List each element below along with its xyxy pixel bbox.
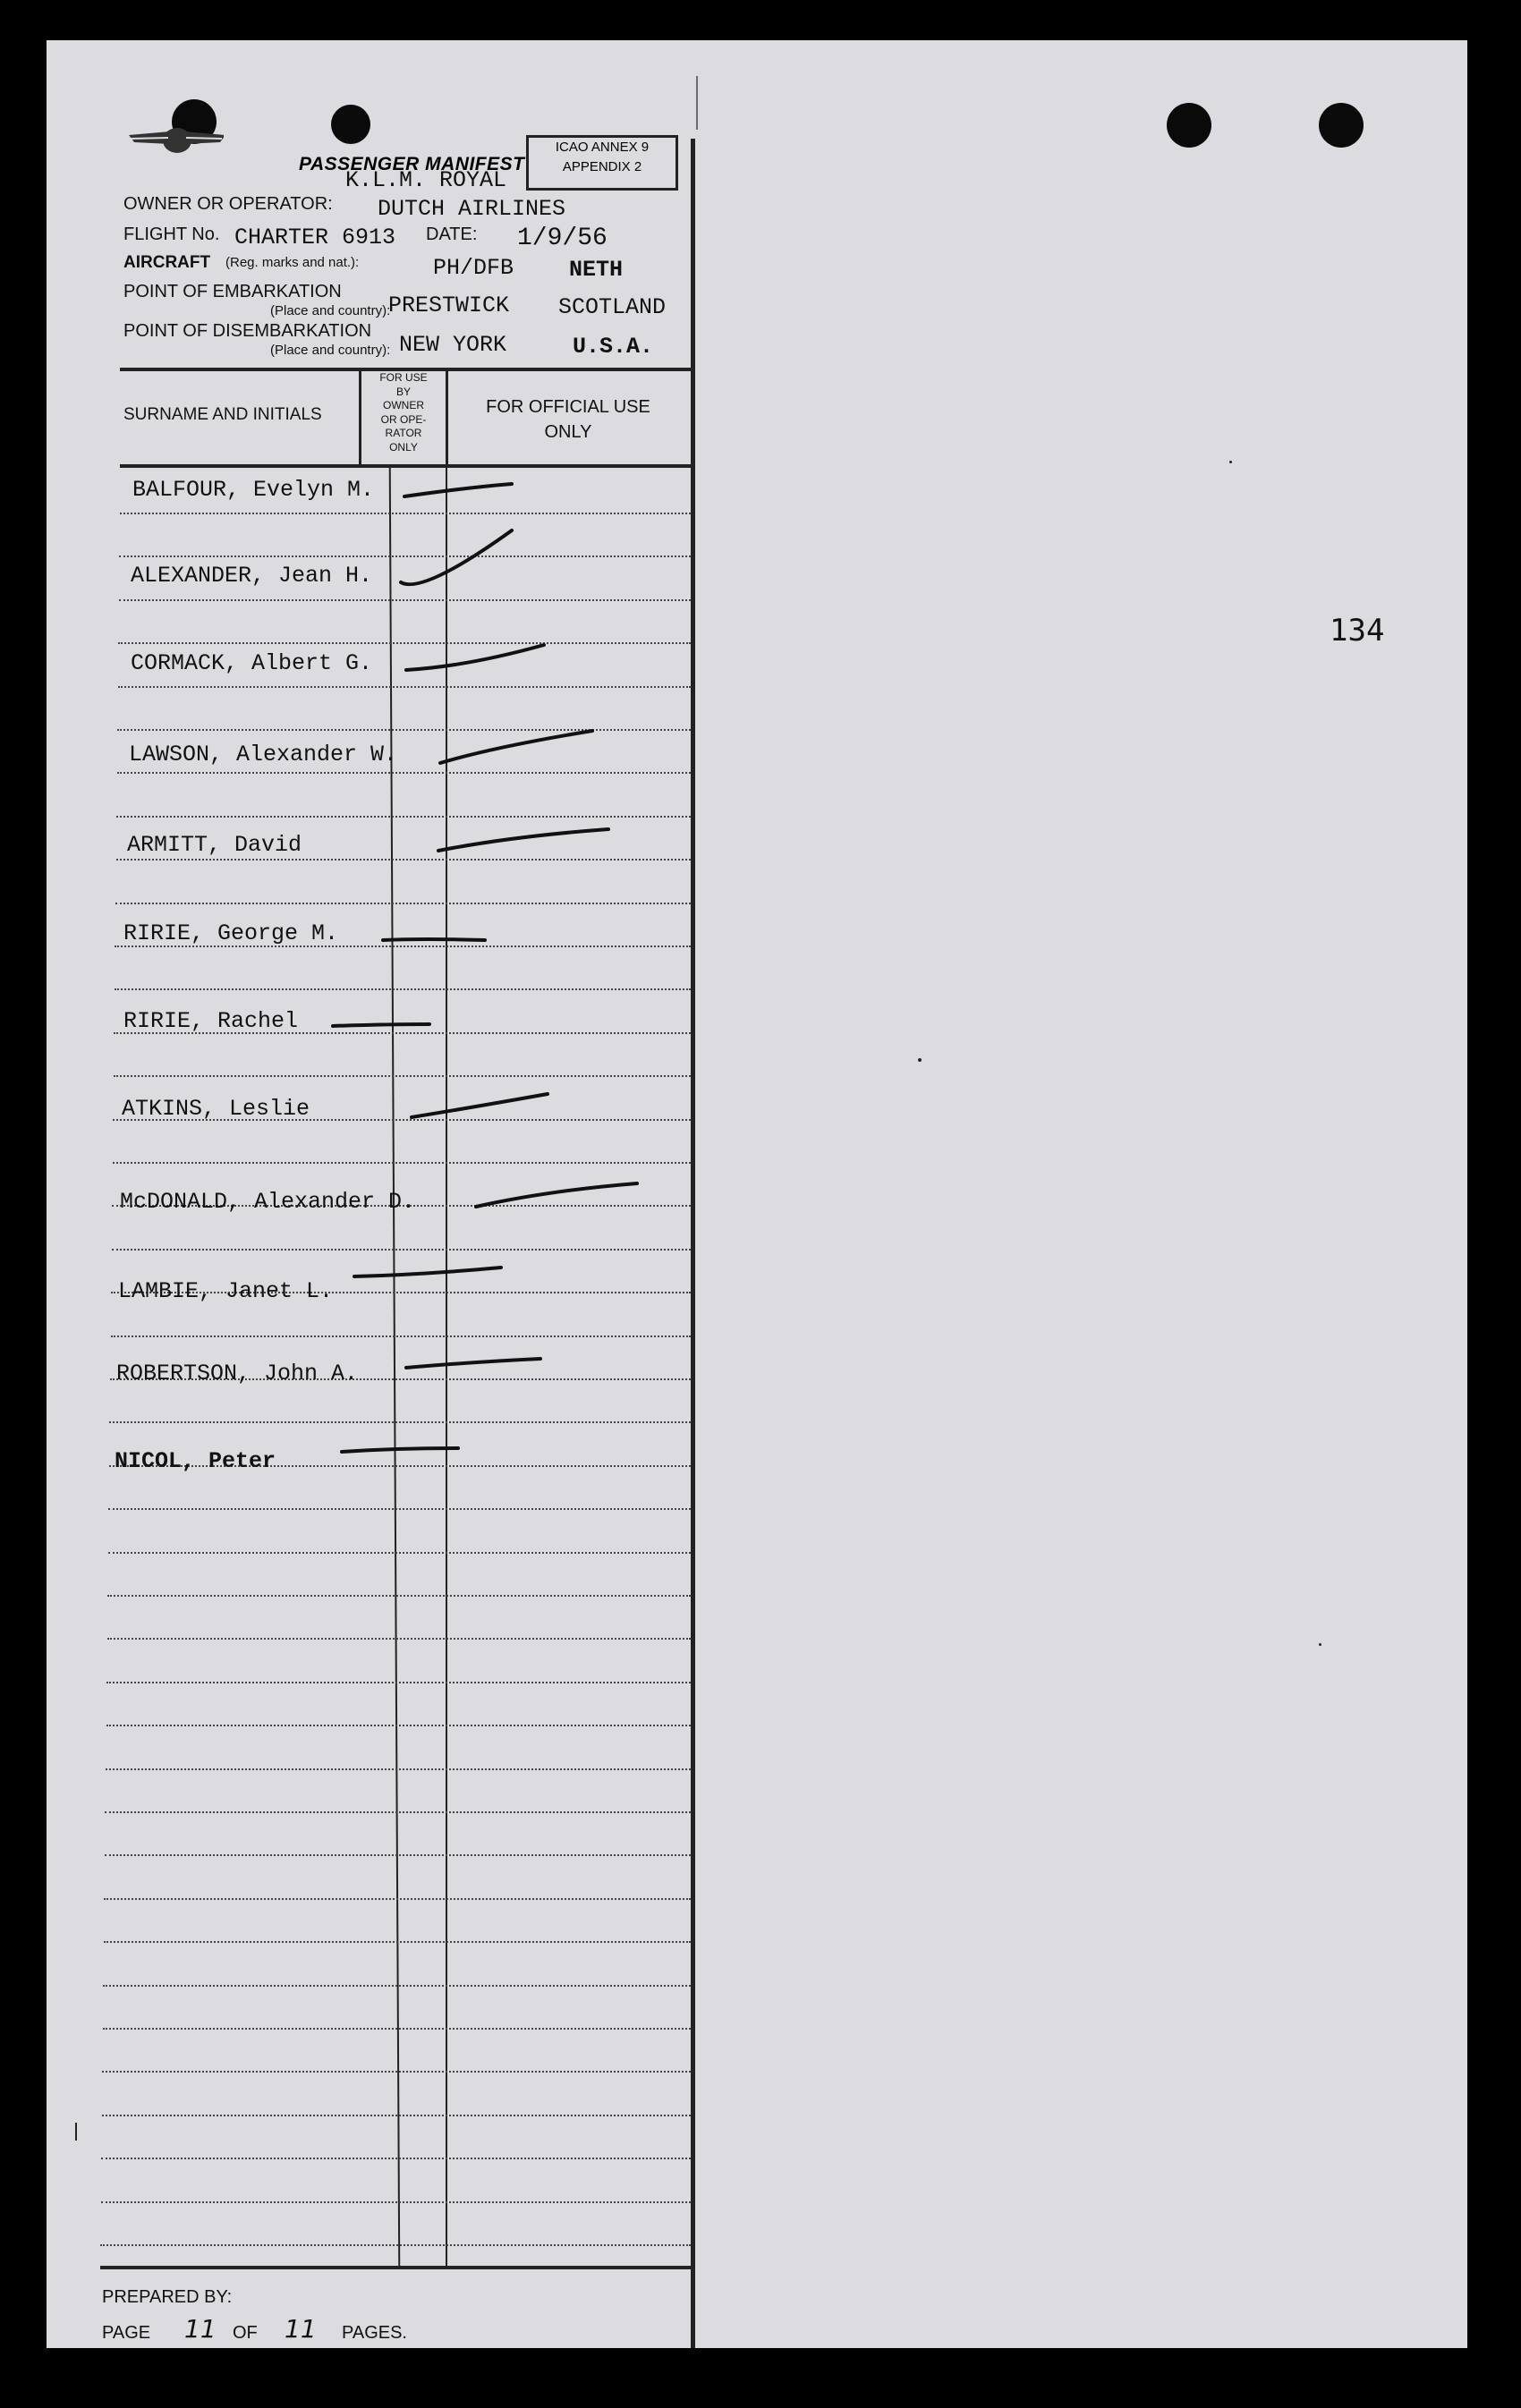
stray-mark — [696, 76, 698, 130]
owner-use-line: ONLY — [389, 440, 418, 454]
embarkation-sub-label: (Place and country): — [270, 303, 391, 318]
manifest-page — [47, 40, 1467, 2348]
aircraft-sub-label: (Reg. marks and nat.): — [225, 255, 360, 270]
check-mark — [354, 1268, 501, 1276]
passenger-name: RIRIE, Rachel — [123, 1008, 299, 1034]
of-label: OF — [233, 2323, 258, 2343]
flight-label: FLIGHT No. — [123, 225, 220, 244]
aircraft-label: AIRCRAFT — [123, 253, 211, 272]
prepared-by-label: PREPARED BY: — [102, 2287, 233, 2307]
stamp-number: 134 — [1330, 613, 1385, 649]
disembarkation-sub-label: (Place and country): — [270, 343, 391, 358]
operator-line-2: DUTCH AIRLINES — [378, 196, 566, 222]
disembarkation-place: NEW YORK — [399, 332, 507, 358]
check-mark — [440, 731, 592, 763]
passenger-name: BALFOUR, Evelyn M. — [132, 477, 375, 503]
official-use-line-2: ONLY — [544, 422, 592, 442]
passenger-name: ALEXANDER, Jean H. — [131, 563, 373, 589]
embarkation-label: POINT OF EMBARKATION — [123, 282, 342, 301]
date-label: DATE: — [426, 225, 478, 244]
owner-use-line: OWNER — [383, 399, 424, 411]
page-number: 11 — [184, 2314, 217, 2344]
footer-rule — [100, 2266, 694, 2269]
owner-use-line: FOR USE — [379, 371, 428, 384]
check-mark — [342, 1448, 458, 1452]
check-mark — [401, 530, 512, 584]
passenger-name: LAMBIE, Janet L. — [118, 1278, 334, 1304]
passenger-name: RIRIE, George M. — [123, 920, 339, 946]
page-total: 11 — [285, 2314, 317, 2344]
page-label: PAGE — [102, 2323, 151, 2343]
check-mark — [412, 1094, 548, 1117]
icao-line-2: APPENDIX 2 — [562, 159, 642, 174]
embarkation-country: SCOTLAND — [558, 294, 667, 320]
check-mark — [404, 484, 512, 496]
date-value: 1/9/56 — [517, 225, 608, 252]
passenger-name: ATKINS, Leslie — [122, 1096, 310, 1122]
passenger-name: McDONALD, Alexander D. — [120, 1189, 416, 1215]
owner-use-line: BY — [395, 385, 411, 398]
check-mark — [476, 1183, 637, 1207]
operator-label: OWNER OR OPERATOR: — [123, 194, 333, 214]
disembarkation-label: POINT OF DISEMBARKATION — [123, 321, 372, 341]
stray-mark — [918, 1058, 922, 1062]
stray-mark — [1229, 461, 1232, 463]
embarkation-place: PRESTWICK — [388, 293, 510, 318]
passenger-name: NICOL, Peter — [115, 1448, 276, 1474]
pages-label: PAGES. — [342, 2323, 407, 2343]
flight-value: CHARTER 6913 — [234, 225, 396, 250]
check-mark — [333, 1024, 429, 1026]
surname-column-header: SURNAME AND INITIALS — [123, 405, 322, 424]
aircraft-reg: PH/DFB — [433, 255, 514, 281]
passenger-name: CORMACK, Albert G. — [131, 650, 373, 676]
check-mark — [438, 829, 608, 851]
owner-use-line: OR OPE- — [380, 412, 427, 426]
icao-line-1: ICAO ANNEX 9 — [555, 140, 650, 155]
manifest-title: PASSENGER MANIFEST — [299, 154, 525, 174]
check-mark — [383, 939, 485, 940]
passenger-name: ARMITT, David — [127, 832, 302, 858]
check-mark — [406, 645, 544, 670]
official-use-line-1: FOR OFFICIAL USE — [486, 397, 650, 417]
check-marks — [47, 40, 1467, 2348]
disembarkation-country: U.S.A. — [573, 334, 654, 360]
operator-line-1: K.L.M. ROYAL — [345, 167, 507, 193]
check-mark — [406, 1359, 540, 1368]
stray-mark — [75, 2123, 77, 2141]
owner-use-line: RATOR — [385, 427, 422, 439]
aircraft-nationality: NETH — [569, 257, 624, 283]
passenger-name: LAWSON, Alexander W. — [129, 742, 398, 767]
passenger-name: ROBERTSON, John A. — [116, 1361, 359, 1386]
stray-mark — [1319, 1643, 1321, 1646]
